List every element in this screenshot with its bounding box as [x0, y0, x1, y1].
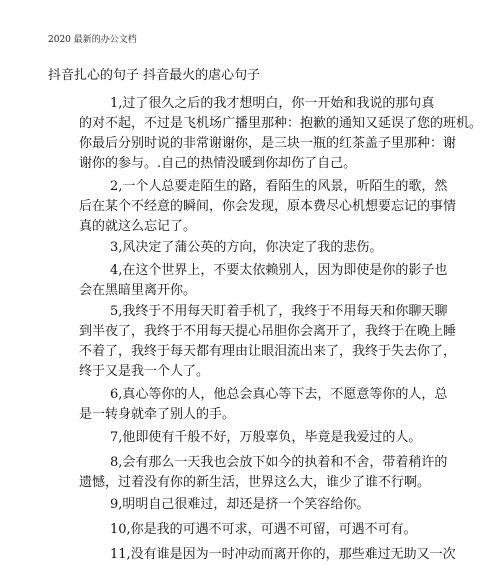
paragraph-8 [79, 453, 448, 493]
paragraph-line: 1,过了很久之后的我才想明白，你一开始和我说的那句真 [110, 96, 435, 111]
article-title: 抖音扎心的句子 抖音最火的虐心句子 [48, 68, 261, 83]
paragraph-line: 7,他即使有千般不好，万般辜负，毕竟是我爱过的人。 [110, 430, 422, 445]
paragraph-line: 9,明明自己很难过，却还是挤一个笑容给你。 [110, 497, 370, 512]
paragraph-line: 会在黑暗里离开你。 [79, 283, 197, 298]
paragraph-line: 3,风决定了蒲公英的方向，你决定了我的悲伤。 [110, 240, 383, 255]
paragraph-line: 谢你的参与。.自己的热情没暖到你却伤了自己。 [79, 156, 357, 171]
paragraph-line: 5,我终于不用每天盯着手机了，我终于不用每天和你聊天聊 [110, 304, 448, 319]
paragraph-line: 到半夜了，我终于不用每天提心吊胆你会离开了，我终于在晚上睡 [79, 324, 457, 339]
paragraph-line: 后在某个不经意的瞬间，你会发现，原本费尽心机想要忘记的事情 [79, 199, 457, 214]
paragraph-7 [79, 428, 425, 448]
paragraph-10 [79, 520, 425, 540]
paragraph-line: 你最后分别时说的非常谢谢你，是三块一瓶的红茶盖子里那种：谢 [79, 136, 457, 151]
paragraph-9 [79, 495, 425, 515]
paragraph-line: 8,会有那么一天我也会放下如今的执着和不舍，带着稍许的 [110, 455, 448, 470]
paragraph-4 [79, 261, 448, 301]
paragraph-line: 的对不起，不过是飞机场广播里那种：抱歉的通知又延误了您的班机。 [79, 116, 483, 131]
paragraph-line: 2,一个人总要走陌生的路，看陌生的风景，听陌生的歌，然 [110, 179, 448, 194]
paragraph-line: 4,在这个世界上，不要太依赖别人，因为即使是你的影子也 [110, 263, 448, 278]
paragraph-3 [79, 238, 425, 258]
paragraph-line: 10,你是我的可遇不可求，可遇不可留，可遇不可有。 [110, 522, 417, 537]
paragraph-5 [79, 302, 457, 382]
paragraph-line: 不着了，我终于每天都有理由让眼泪流出来了，我终于失去你了， [79, 344, 457, 359]
paragraph-line: 11,没有谁是因为一时冲动而离开你的，那些难过无助又一次 [110, 547, 456, 562]
paragraph-6 [79, 385, 448, 425]
paragraph-2 [79, 177, 457, 237]
paragraph-line: 是一转身就牵了别人的手。 [79, 407, 236, 422]
paragraph-1 [79, 94, 483, 174]
paragraph-line: 遗憾，过着没有你的新生活，世界这么大，谁少了谁不行啊。 [79, 475, 431, 490]
document-header: 2020 最新的办公文档 [48, 35, 137, 45]
paragraph-line: 终于又是我一个人了。 [79, 364, 210, 379]
paragraph-line: 6,真心等你的人，他总会真心等下去，不愿意等你的人，总 [110, 387, 448, 402]
paragraph-line: 真的就这么忘记了。 [79, 219, 197, 234]
paragraph-11 [79, 545, 456, 565]
